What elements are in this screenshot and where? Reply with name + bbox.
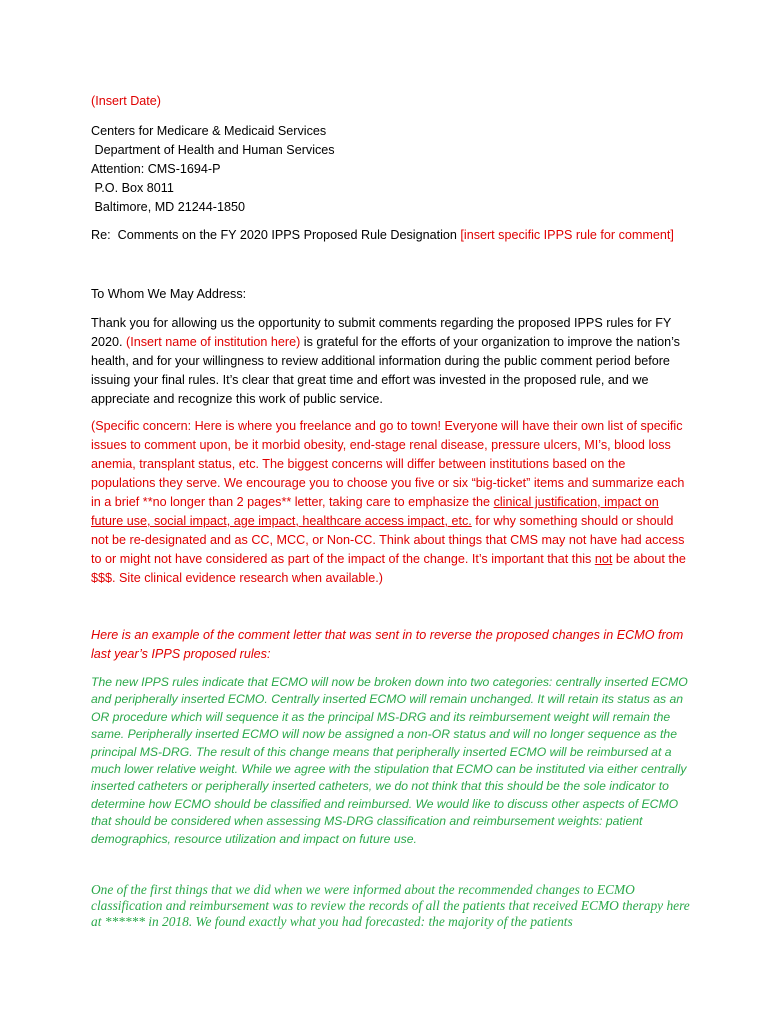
intro-paragraph [91,314,691,409]
concern-text-end: be about the $$$. Site clinical evidence research when available.) [91,552,686,585]
address-line: Baltimore, MD 21244-1850 [91,200,246,214]
insert-date-placeholder: (Insert Date) [91,94,161,108]
concern-text-continued: for why something should or should not be re-designated and as CC, MCC, or Non-CC. Think about things that CMS may not have had access to or might not have considered as part of the impact of the change. It’s important that this [91,514,685,566]
intro-text-continued: is grateful for the efforts of your organization to improve the nation’s health, and for your willingness to review additional information during the public comment period before issuing your final rules. It’s clear that great time and effort was invested in the proposed rule, and we appreciate and recognize this work of public service. [91,335,680,406]
address-line: Centers for Medicare & Medicaid Services [91,124,327,138]
address-line: Attention: CMS-1694-P [91,162,221,176]
recipient-address [91,122,335,217]
address-line: P.O. Box 8011 [91,181,174,195]
concern-underlined-not: not [594,552,613,566]
example-intro-paragraph: Here is an example of the comment letter that was sent in to reverse the proposed changes in ECMO from last year’s IPPS proposed rules: [91,628,684,661]
subject-text: Re: Comments on the FY 2020 IPPS Proposed Rule Designation [91,228,461,242]
subject-insert-placeholder: [insert specific IPPS rule for comment] [460,228,674,242]
salutation: To Whom We May Address: [91,287,247,301]
concern-text: (Specific concern: Here is where you freelance and go to town! Everyone will have their own list of specific issues to comment upon, be it morbid obesity, end-stage renal disease, pressure ulcers, MI’s, blood loss anemia, transplant status, etc. The biggest concerns will differ between institutions based on the populations they serve. We encourage you to choose you five or six “big-ticket” items and summarize each in a brief **no longer than 2 pages** letter, taking care to emphasize the [91,419,685,509]
intro-text: Thank you for allowing us the opportunity to submit comments regarding the proposed IPPS rules for FY 2020. [91,316,672,349]
specific-concern-paragraph [91,417,691,588]
example-letter-paragraph: The new IPPS rules indicate that ECMO will now be broken down into two categories: centrally inserted ECMO and peripherally inserted ECMO. Centrally inserted ECMO will remain unchanged. It will retain its status as an OR procedure which will sequence it as the principal MS-DRG and its reimbursement weight will remain the same. Peripherally inserted ECMO will now be assigned a non-OR status and will no longer sequence as the principal MS-DRG. The result of this change means that peripherally inserted ECMO will be reimbursed at a much lower relative weight. While we agree with the stipulation that ECMO can be instituted via either centrally inserted catheters or peripherally inserted catheters, we do not think that this should be the sole indicator to determine how ECMO should be classified and reimbursed. We would like to discuss other aspects of ECMO that should be considered when assessing MS-DRG classification and reimbursement weights: patient demographics, resource utilization and impact on future use. [91,675,688,846]
institution-name-placeholder: (Insert name of institution here) [126,335,301,349]
concern-underlined-text: clinical justification, impact on future use, social impact, age impact, healthcare access impact, etc. [91,495,659,528]
address-line: Department of Health and Human Services [91,143,335,157]
subject-line [91,226,674,245]
example-letter-paragraph-2: One of the first things that we did when we were informed about the recommended changes to ECMO classification and reimbursement was to review the records of all the patients that received ECMO therapy here at ****** in 2018. We found exactly what you had forecasted: the majority of the patients [91,882,690,929]
